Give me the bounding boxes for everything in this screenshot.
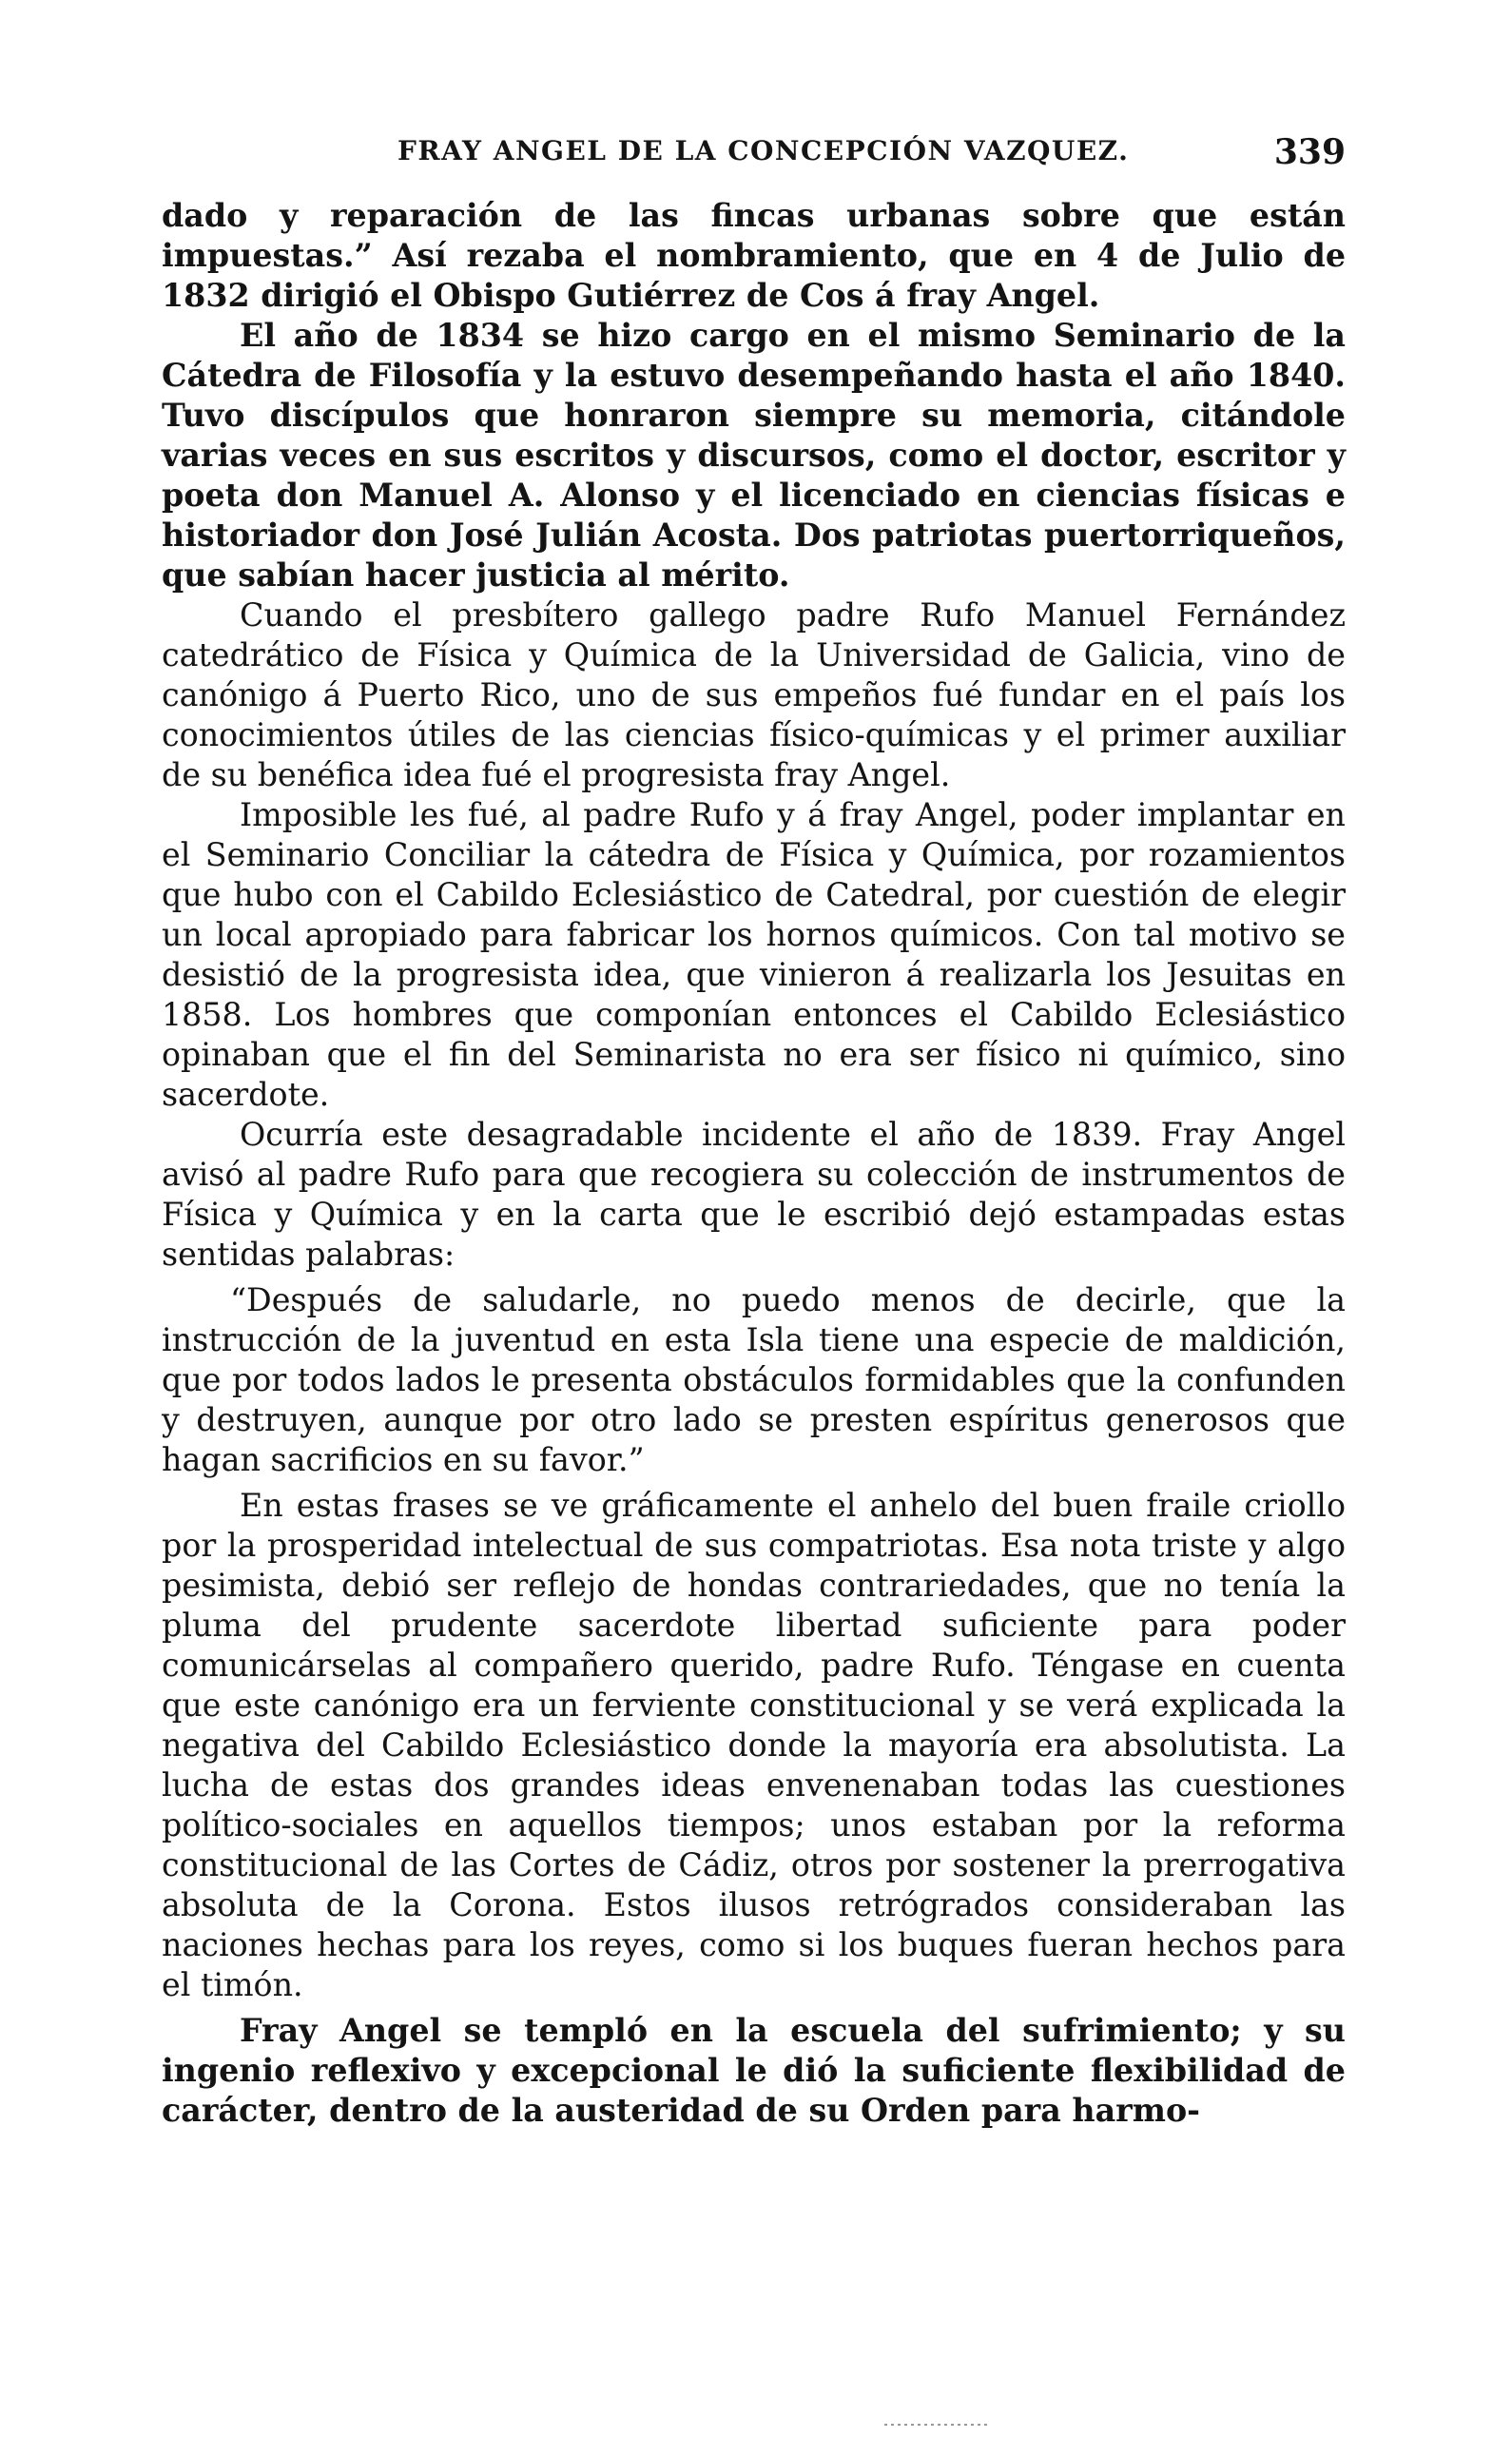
paragraph: Fray Angel se templó en la escuela del sufrimiento; y su ingenio reflexivo y excepcional le dió la suficiente flexibilidad de carácter, dentro de la austeridad de su Orden para harmo-	[162, 2012, 1346, 2129]
paragraph: Imposible les fué, al padre Rufo y á fray Angel, poder implantar en el Seminario Conciliar la cátedra de Física y Química, por rozamientos que hubo con el Cabildo Eclesiástico de Catedral, por cuestión de elegir un local apropiado para fabricar los hornos químicos. Con tal motivo se desistió de la progresista idea, que vinieron á realizarla los Jesuitas en 1858. Los hombres que componían entonces el Cabildo Eclesiástico opinaban que el fin del Seminarista no era ser físico ni químico, sino sacerdote.	[162, 796, 1346, 1113]
body-text	[162, 196, 1346, 2131]
running-title: FRAY ANGEL DE LA CONCEPCIÓN VAZQUEZ.	[397, 135, 1130, 166]
paragraph: El año de 1834 se hizo cargo en el mismo Seminario de la Cátedra de Filosofía y la estuvo desempeñando hasta el año 1840. Tuvo discípulos que honraron siempre su memoria, citándole varias veces en sus escritos y discursos, como el doctor, escritor y poeta don Manuel A. Alonso y el licenciado en ciencias físicas e historiador don José Julián Acosta. Dos patriotas puertorriqueños, que sabían hacer justicia al mérito.	[162, 317, 1346, 594]
running-head	[162, 132, 1346, 179]
scan-artifact	[884, 2424, 989, 2426]
paragraph: En estas frases se ve gráficamente el anhelo del buen fraile criollo por la prosperidad intelectual de sus compatriotas. Esa nota triste y algo pesimista, debió ser reflejo de hondas contrariedades, que no tenía la pluma del prudente sacerdote libertad suficiente para poder comunicárselas al compañero querido, padre Rufo. Téngase en cuenta que este canónigo era un ferviente constitucional y se verá explicada la negativa del Cabildo Eclesiástico donde la mayoría era absolutista. La lucha de estas dos grandes ideas envenenaban todas las cuestiones político-sociales en aquellos tiempos; unos estaban por la reforma constitucional de las Cortes de Cádiz, otros por sostener la prerrogativa absoluta de la Corona. Estos ilusos retrógrados consideraban las naciones hechas para los reyes, como si los buques fueran hechos para el timón.	[162, 1487, 1346, 2003]
book-page	[162, 132, 1346, 2131]
quoted-letter: “Después de saludarle, no puedo menos de decirle, que la instrucción de la juventud en esta Isla tiene una especie de maldición, que por todos lados le presenta obstáculos formidables que la confunden y destruyen, aunque por otro lado se presten espíritus generosos que hagan sacrificios en su favor.”	[162, 1281, 1346, 1478]
paragraph: Cuando el presbítero gallego padre Rufo Manuel Fernández catedrático de Física y Química de la Universidad de Galicia, vino de canónigo á Puerto Rico, uno de sus empeños fué fundar en el país los conocimientos útiles de las ciencias físico-químicas y el primer auxiliar de su benéfica idea fué el progresista fray Angel.	[162, 596, 1346, 793]
page-number: 339	[1273, 132, 1346, 172]
paragraph: Ocurría este desagradable incidente el año de 1839. Fray Angel avisó al padre Rufo para que recogiera su colección de instrumentos de Física y Química y en la carta que le escribió dejó estampadas estas sentidas palabras:	[162, 1116, 1346, 1273]
paragraph: dado y reparación de las fincas urbanas sobre que están impuestas.” Así rezaba el nombramiento, que en 4 de Julio de 1832 dirigió el Obispo Gutiérrez de Cos á fray Angel.	[162, 197, 1346, 314]
